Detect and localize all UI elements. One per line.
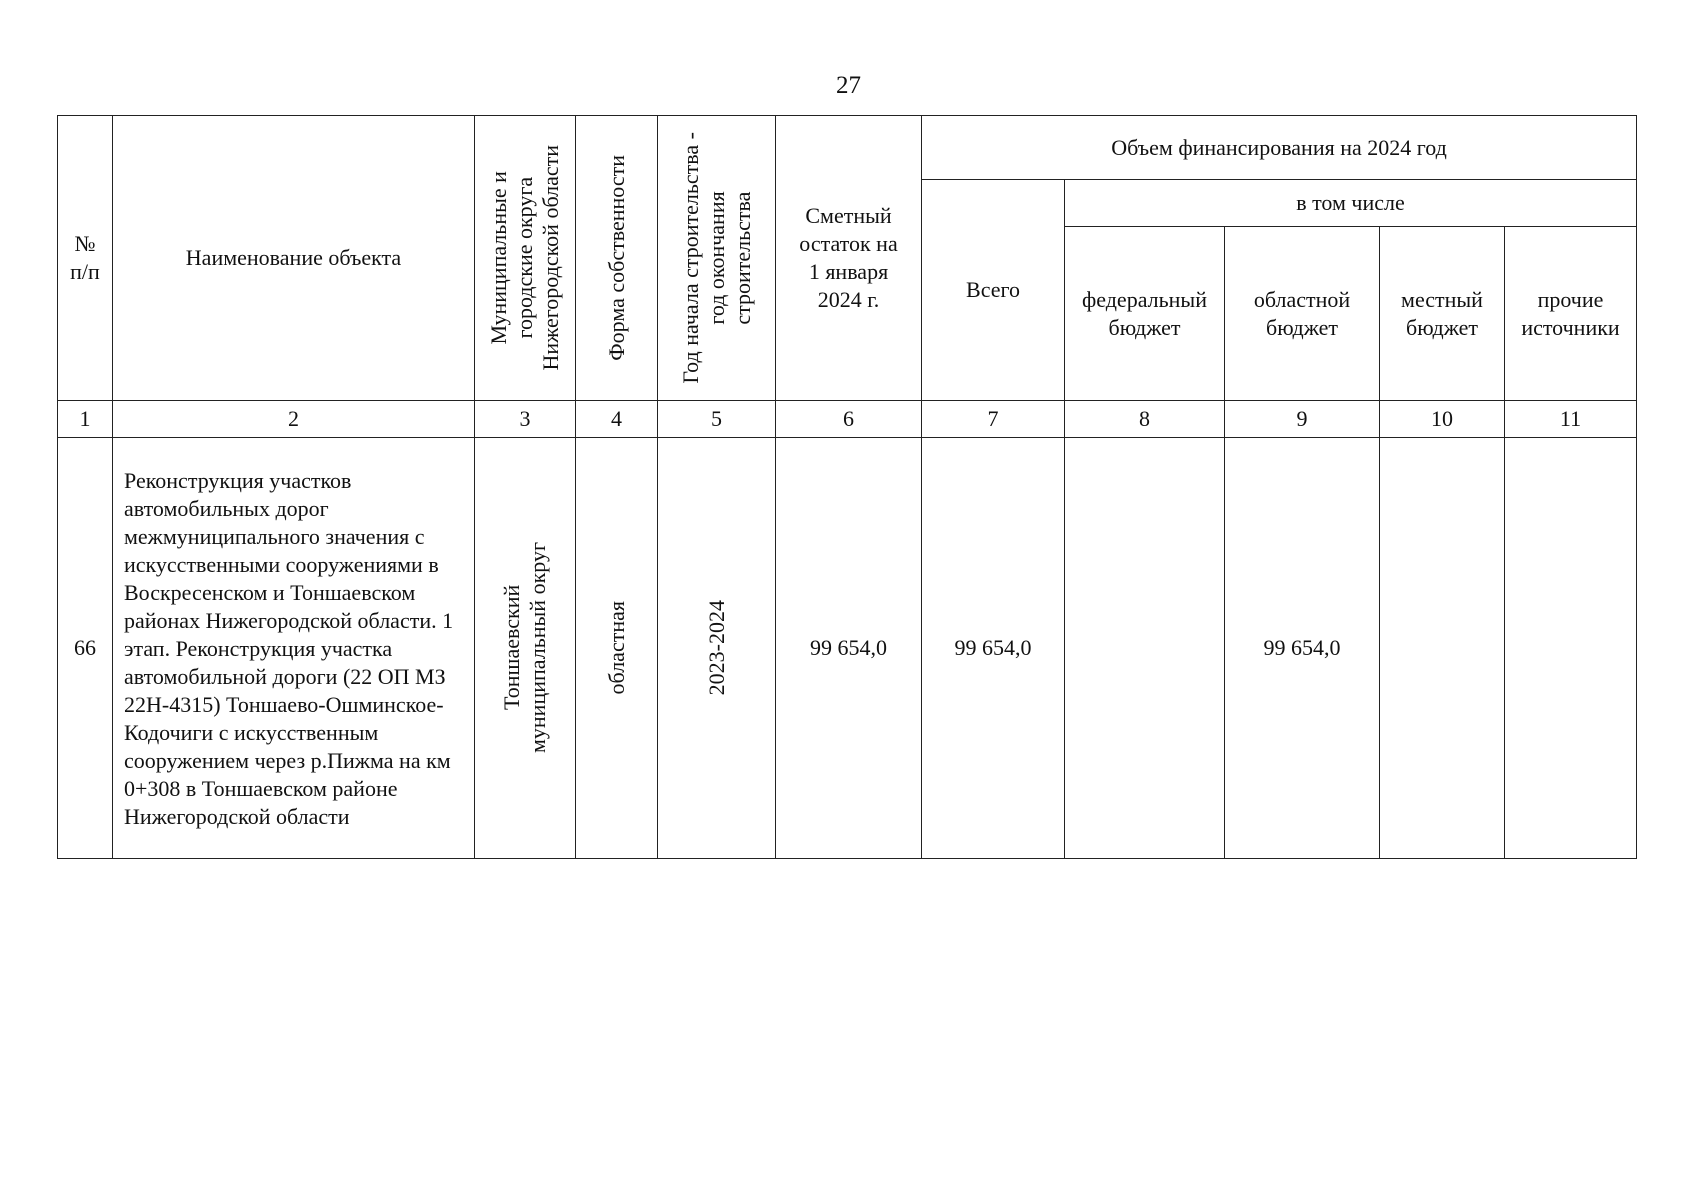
column-number: 10 <box>1380 401 1505 438</box>
header-total: Всего <box>922 180 1065 401</box>
estimate-balance-cell: 99 654,0 <box>776 438 922 859</box>
header-ownership: Форма собственности <box>576 116 658 401</box>
local-budget-cell <box>1380 438 1505 859</box>
municipality-cell: Тоншаевский муниципальный округ <box>475 438 576 859</box>
header-regional-budget: областной бюджет <box>1225 227 1380 401</box>
years-cell: 2023-2024 <box>658 438 776 859</box>
column-number: 4 <box>576 401 658 438</box>
page-number: 27 <box>836 72 861 99</box>
other-sources-cell <box>1505 438 1637 859</box>
header-object-name: Наименование объекта <box>113 116 475 401</box>
column-number-row <box>58 401 1637 438</box>
header-other-sources: прочие источники <box>1505 227 1637 401</box>
column-number: 7 <box>922 401 1065 438</box>
column-number: 1 <box>58 401 113 438</box>
column-number: 6 <box>776 401 922 438</box>
regional-budget-cell: 99 654,0 <box>1225 438 1380 859</box>
column-number: 2 <box>113 401 475 438</box>
header-local-budget: местный бюджет <box>1380 227 1505 401</box>
column-number: 5 <box>658 401 776 438</box>
header-financing: Объем финансирования на 2024 год <box>922 116 1637 180</box>
table-row <box>58 438 1637 859</box>
header-estimate-balance: Сметный остаток на 1 января 2024 г. <box>776 116 922 401</box>
column-number: 3 <box>475 401 576 438</box>
header-federal-budget: федеральный бюджет <box>1065 227 1225 401</box>
object-name: Реконструкция участков автомобильных дорог межмуниципального значения с искусственными сооружениями в Воскресенском и Тоншаевском районах Нижегородской области. 1 этап. Реконструкция участка автомобильной дороги (22 ОП МЗ 22Н-4315) Тоншаево-Ошминское-Кодочиги с искусственным сооружением через р.Пижма на км 0+308 в Тоншаевском районе Нижегородской области <box>113 438 475 859</box>
ownership-cell: областная <box>576 438 658 859</box>
header-row-number: № п/п <box>58 116 113 401</box>
financing-table <box>57 115 1637 859</box>
column-number: 11 <box>1505 401 1637 438</box>
federal-budget-cell <box>1065 438 1225 859</box>
column-number: 8 <box>1065 401 1225 438</box>
column-number: 9 <box>1225 401 1380 438</box>
total-cell: 99 654,0 <box>922 438 1065 859</box>
row-number: 66 <box>58 438 113 859</box>
header-construction-years: Год начала строительства - год окончания строительства <box>658 116 776 401</box>
header-including: в том числе <box>1065 180 1637 227</box>
header-municipality: Муниципальные и городские округа Нижегородской области <box>475 116 576 401</box>
